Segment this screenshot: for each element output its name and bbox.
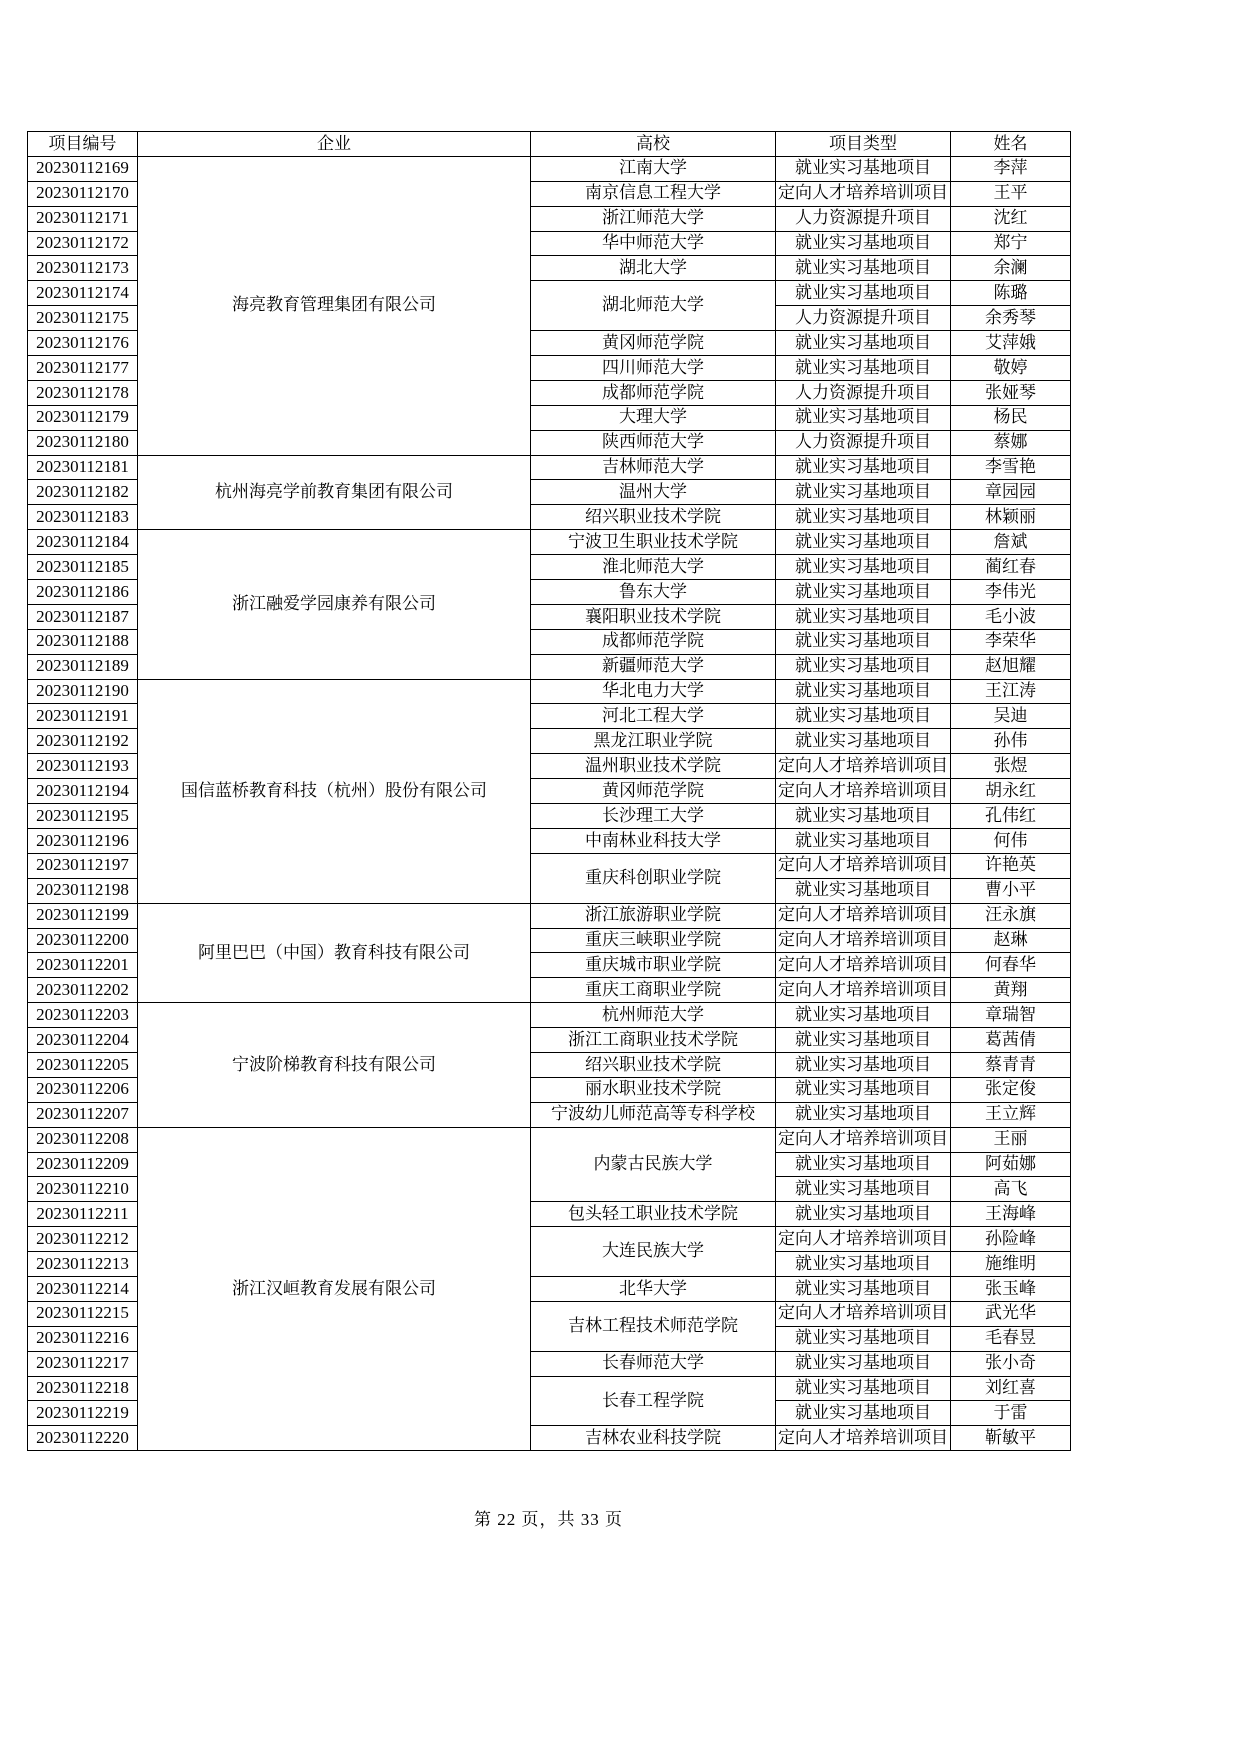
company-cell: 海亮教育管理集团有限公司 bbox=[138, 156, 531, 455]
project-type-cell: 定向人才培养培训项目 bbox=[776, 928, 951, 953]
university-cell: 陕西师范大学 bbox=[531, 430, 776, 455]
project-id-cell: 20230112193 bbox=[28, 754, 138, 779]
project-type-cell: 就业实习基地项目 bbox=[776, 331, 951, 356]
university-cell: 襄阳职业技术学院 bbox=[531, 604, 776, 629]
university-cell: 华中师范大学 bbox=[531, 231, 776, 256]
project-type-cell: 人力资源提升项目 bbox=[776, 306, 951, 331]
project-id-cell: 20230112181 bbox=[28, 455, 138, 480]
person-name-cell: 孙险峰 bbox=[951, 1227, 1071, 1252]
university-cell: 华北电力大学 bbox=[531, 679, 776, 704]
project-id-cell: 20230112170 bbox=[28, 181, 138, 206]
project-table-body bbox=[28, 156, 1071, 1450]
project-id-cell: 20230112218 bbox=[28, 1376, 138, 1401]
project-type-cell: 就业实习基地项目 bbox=[776, 1003, 951, 1028]
person-name-cell: 张煜 bbox=[951, 754, 1071, 779]
header-project-type: 项目类型 bbox=[776, 132, 951, 157]
person-name-cell: 胡永红 bbox=[951, 779, 1071, 804]
university-cell: 北华大学 bbox=[531, 1276, 776, 1301]
project-id-cell: 20230112210 bbox=[28, 1177, 138, 1202]
person-name-cell: 敬婷 bbox=[951, 356, 1071, 381]
project-type-cell: 就业实习基地项目 bbox=[776, 231, 951, 256]
university-cell: 长春师范大学 bbox=[531, 1351, 776, 1376]
university-cell: 温州大学 bbox=[531, 480, 776, 505]
person-name-cell: 阿茹娜 bbox=[951, 1152, 1071, 1177]
university-cell: 长春工程学院 bbox=[531, 1376, 776, 1426]
university-cell: 成都师范学院 bbox=[531, 380, 776, 405]
university-cell: 宁波卫生职业技术学院 bbox=[531, 530, 776, 555]
project-id-cell: 20230112186 bbox=[28, 580, 138, 605]
project-id-cell: 20230112177 bbox=[28, 356, 138, 381]
person-name-cell: 章瑞智 bbox=[951, 1003, 1071, 1028]
university-cell: 宁波幼儿师范高等专科学校 bbox=[531, 1102, 776, 1127]
header-company: 企业 bbox=[138, 132, 531, 157]
project-id-cell: 20230112185 bbox=[28, 555, 138, 580]
project-id-cell: 20230112205 bbox=[28, 1052, 138, 1077]
university-cell: 重庆科创职业学院 bbox=[531, 853, 776, 903]
project-type-cell: 定向人才培养培训项目 bbox=[776, 1301, 951, 1326]
person-name-cell: 赵旭耀 bbox=[951, 654, 1071, 679]
university-cell: 温州职业技术学院 bbox=[531, 754, 776, 779]
university-cell: 吉林师范大学 bbox=[531, 455, 776, 480]
project-type-cell: 定向人才培养培训项目 bbox=[776, 1127, 951, 1152]
project-id-cell: 20230112194 bbox=[28, 779, 138, 804]
project-id-cell: 20230112179 bbox=[28, 405, 138, 430]
header-project-id: 项目编号 bbox=[28, 132, 138, 157]
project-type-cell: 就业实习基地项目 bbox=[776, 281, 951, 306]
project-type-cell: 就业实习基地项目 bbox=[776, 530, 951, 555]
person-name-cell: 孔伟红 bbox=[951, 804, 1071, 829]
project-type-cell: 就业实习基地项目 bbox=[776, 505, 951, 530]
university-cell: 浙江师范大学 bbox=[531, 206, 776, 231]
project-id-cell: 20230112214 bbox=[28, 1276, 138, 1301]
person-name-cell: 李雪艳 bbox=[951, 455, 1071, 480]
university-cell: 黑龙江职业学院 bbox=[531, 729, 776, 754]
person-name-cell: 王立辉 bbox=[951, 1102, 1071, 1127]
university-cell: 包头轻工职业技术学院 bbox=[531, 1202, 776, 1227]
project-type-cell: 就业实习基地项目 bbox=[776, 1252, 951, 1277]
university-cell: 四川师范大学 bbox=[531, 356, 776, 381]
person-name-cell: 刘红喜 bbox=[951, 1376, 1071, 1401]
university-cell: 丽水职业技术学院 bbox=[531, 1077, 776, 1102]
project-id-cell: 20230112208 bbox=[28, 1127, 138, 1152]
project-table bbox=[27, 131, 1071, 1451]
university-cell: 长沙理工大学 bbox=[531, 804, 776, 829]
project-type-cell: 就业实习基地项目 bbox=[776, 1401, 951, 1426]
person-name-cell: 高飞 bbox=[951, 1177, 1071, 1202]
project-id-cell: 20230112216 bbox=[28, 1326, 138, 1351]
project-type-cell: 就业实习基地项目 bbox=[776, 1102, 951, 1127]
project-id-cell: 20230112206 bbox=[28, 1077, 138, 1102]
project-type-cell: 定向人才培养培训项目 bbox=[776, 1426, 951, 1451]
project-id-cell: 20230112209 bbox=[28, 1152, 138, 1177]
page-footer: 第 22 页，共 33 页 bbox=[474, 1510, 623, 1529]
person-name-cell: 王平 bbox=[951, 181, 1071, 206]
project-id-cell: 20230112190 bbox=[28, 679, 138, 704]
person-name-cell: 葛茜倩 bbox=[951, 1028, 1071, 1053]
company-cell: 杭州海亮学前教育集团有限公司 bbox=[138, 455, 531, 530]
table-row bbox=[28, 530, 1071, 555]
project-type-cell: 就业实习基地项目 bbox=[776, 1326, 951, 1351]
project-id-cell: 20230112184 bbox=[28, 530, 138, 555]
person-name-cell: 张定俊 bbox=[951, 1077, 1071, 1102]
company-cell: 宁波阶梯教育科技有限公司 bbox=[138, 1003, 531, 1127]
person-name-cell: 杨民 bbox=[951, 405, 1071, 430]
university-cell: 中南林业科技大学 bbox=[531, 828, 776, 853]
person-name-cell: 艾萍娥 bbox=[951, 331, 1071, 356]
project-type-cell: 就业实习基地项目 bbox=[776, 1202, 951, 1227]
project-id-cell: 20230112191 bbox=[28, 704, 138, 729]
project-id-cell: 20230112178 bbox=[28, 380, 138, 405]
project-type-cell: 就业实习基地项目 bbox=[776, 1052, 951, 1077]
project-type-cell: 就业实习基地项目 bbox=[776, 1152, 951, 1177]
university-cell: 成都师范学院 bbox=[531, 629, 776, 654]
university-cell: 湖北师范大学 bbox=[531, 281, 776, 331]
project-type-cell: 就业实习基地项目 bbox=[776, 878, 951, 903]
project-type-cell: 定向人才培养培训项目 bbox=[776, 181, 951, 206]
table-row bbox=[28, 903, 1071, 928]
person-name-cell: 蔡娜 bbox=[951, 430, 1071, 455]
person-name-cell: 武光华 bbox=[951, 1301, 1071, 1326]
project-type-cell: 就业实习基地项目 bbox=[776, 729, 951, 754]
project-type-cell: 人力资源提升项目 bbox=[776, 206, 951, 231]
person-name-cell: 于雷 bbox=[951, 1401, 1071, 1426]
university-cell: 新疆师范大学 bbox=[531, 654, 776, 679]
university-cell: 吉林工程技术师范学院 bbox=[531, 1301, 776, 1351]
project-type-cell: 人力资源提升项目 bbox=[776, 430, 951, 455]
project-type-cell: 人力资源提升项目 bbox=[776, 380, 951, 405]
university-cell: 绍兴职业技术学院 bbox=[531, 1052, 776, 1077]
university-cell: 杭州师范大学 bbox=[531, 1003, 776, 1028]
person-name-cell: 曹小平 bbox=[951, 878, 1071, 903]
person-name-cell: 余秀琴 bbox=[951, 306, 1071, 331]
project-id-cell: 20230112204 bbox=[28, 1028, 138, 1053]
person-name-cell: 林颖丽 bbox=[951, 505, 1071, 530]
university-cell: 南京信息工程大学 bbox=[531, 181, 776, 206]
project-id-cell: 20230112174 bbox=[28, 281, 138, 306]
person-name-cell: 李荣华 bbox=[951, 629, 1071, 654]
header-university: 高校 bbox=[531, 132, 776, 157]
project-type-cell: 就业实习基地项目 bbox=[776, 828, 951, 853]
project-type-cell: 定向人才培养培训项目 bbox=[776, 953, 951, 978]
project-id-cell: 20230112182 bbox=[28, 480, 138, 505]
project-id-cell: 20230112198 bbox=[28, 878, 138, 903]
university-cell: 黄冈师范学院 bbox=[531, 331, 776, 356]
project-id-cell: 20230112200 bbox=[28, 928, 138, 953]
project-type-cell: 就业实习基地项目 bbox=[776, 604, 951, 629]
table-row bbox=[28, 679, 1071, 704]
university-cell: 绍兴职业技术学院 bbox=[531, 505, 776, 530]
university-cell: 河北工程大学 bbox=[531, 704, 776, 729]
person-name-cell: 施维明 bbox=[951, 1252, 1071, 1277]
project-id-cell: 20230112173 bbox=[28, 256, 138, 281]
person-name-cell: 蔡青青 bbox=[951, 1052, 1071, 1077]
project-type-cell: 就业实习基地项目 bbox=[776, 679, 951, 704]
university-cell: 重庆工商职业学院 bbox=[531, 978, 776, 1003]
project-id-cell: 20230112169 bbox=[28, 156, 138, 181]
company-cell: 浙江融爱学园康养有限公司 bbox=[138, 530, 531, 679]
university-cell: 浙江旅游职业学院 bbox=[531, 903, 776, 928]
person-name-cell: 吴迪 bbox=[951, 704, 1071, 729]
project-type-cell: 就业实习基地项目 bbox=[776, 156, 951, 181]
project-id-cell: 20230112172 bbox=[28, 231, 138, 256]
person-name-cell: 何春华 bbox=[951, 953, 1071, 978]
person-name-cell: 陈璐 bbox=[951, 281, 1071, 306]
project-id-cell: 20230112192 bbox=[28, 729, 138, 754]
person-name-cell: 王海峰 bbox=[951, 1202, 1071, 1227]
person-name-cell: 蔺红春 bbox=[951, 555, 1071, 580]
person-name-cell: 章园园 bbox=[951, 480, 1071, 505]
project-type-cell: 就业实习基地项目 bbox=[776, 580, 951, 605]
project-type-cell: 定向人才培养培训项目 bbox=[776, 853, 951, 878]
person-name-cell: 詹斌 bbox=[951, 530, 1071, 555]
project-id-cell: 20230112213 bbox=[28, 1252, 138, 1277]
project-type-cell: 定向人才培养培训项目 bbox=[776, 903, 951, 928]
project-type-cell: 就业实习基地项目 bbox=[776, 1351, 951, 1376]
project-type-cell: 就业实习基地项目 bbox=[776, 405, 951, 430]
project-id-cell: 20230112196 bbox=[28, 828, 138, 853]
project-type-cell: 就业实习基地项目 bbox=[776, 1276, 951, 1301]
project-id-cell: 20230112219 bbox=[28, 1401, 138, 1426]
person-name-cell: 张玉峰 bbox=[951, 1276, 1071, 1301]
project-id-cell: 20230112188 bbox=[28, 629, 138, 654]
person-name-cell: 李萍 bbox=[951, 156, 1071, 181]
person-name-cell: 黄翔 bbox=[951, 978, 1071, 1003]
university-cell: 黄冈师范学院 bbox=[531, 779, 776, 804]
person-name-cell: 何伟 bbox=[951, 828, 1071, 853]
person-name-cell: 王丽 bbox=[951, 1127, 1071, 1152]
project-id-cell: 20230112187 bbox=[28, 604, 138, 629]
company-cell: 浙江汉峘教育发展有限公司 bbox=[138, 1127, 531, 1451]
project-id-cell: 20230112197 bbox=[28, 853, 138, 878]
table-row bbox=[28, 455, 1071, 480]
project-id-cell: 20230112207 bbox=[28, 1102, 138, 1127]
person-name-cell: 许艳英 bbox=[951, 853, 1071, 878]
project-id-cell: 20230112220 bbox=[28, 1426, 138, 1451]
project-id-cell: 20230112201 bbox=[28, 953, 138, 978]
university-cell: 内蒙古民族大学 bbox=[531, 1127, 776, 1202]
project-type-cell: 就业实习基地项目 bbox=[776, 480, 951, 505]
person-name-cell: 靳敏平 bbox=[951, 1426, 1071, 1451]
table-header-row bbox=[28, 132, 1071, 157]
person-name-cell: 张小奇 bbox=[951, 1351, 1071, 1376]
project-id-cell: 20230112202 bbox=[28, 978, 138, 1003]
university-cell: 吉林农业科技学院 bbox=[531, 1426, 776, 1451]
project-type-cell: 定向人才培养培训项目 bbox=[776, 1227, 951, 1252]
project-type-cell: 定向人才培养培训项目 bbox=[776, 978, 951, 1003]
project-type-cell: 就业实习基地项目 bbox=[776, 256, 951, 281]
person-name-cell: 王江涛 bbox=[951, 679, 1071, 704]
project-type-cell: 就业实习基地项目 bbox=[776, 629, 951, 654]
project-type-cell: 就业实习基地项目 bbox=[776, 356, 951, 381]
project-id-cell: 20230112217 bbox=[28, 1351, 138, 1376]
project-type-cell: 就业实习基地项目 bbox=[776, 1028, 951, 1053]
person-name-cell: 毛小波 bbox=[951, 604, 1071, 629]
project-id-cell: 20230112211 bbox=[28, 1202, 138, 1227]
project-type-cell: 就业实习基地项目 bbox=[776, 455, 951, 480]
project-id-cell: 20230112199 bbox=[28, 903, 138, 928]
project-id-cell: 20230112195 bbox=[28, 804, 138, 829]
company-cell: 国信蓝桥教育科技（杭州）股份有限公司 bbox=[138, 679, 531, 903]
project-id-cell: 20230112212 bbox=[28, 1227, 138, 1252]
person-name-cell: 毛春昱 bbox=[951, 1326, 1071, 1351]
person-name-cell: 李伟光 bbox=[951, 580, 1071, 605]
university-cell: 重庆城市职业学院 bbox=[531, 953, 776, 978]
project-type-cell: 就业实习基地项目 bbox=[776, 1077, 951, 1102]
person-name-cell: 汪永旗 bbox=[951, 903, 1071, 928]
table-row bbox=[28, 156, 1071, 181]
university-cell: 重庆三峡职业学院 bbox=[531, 928, 776, 953]
person-name-cell: 沈红 bbox=[951, 206, 1071, 231]
person-name-cell: 张娅琴 bbox=[951, 380, 1071, 405]
header-name: 姓名 bbox=[951, 132, 1071, 157]
project-type-cell: 就业实习基地项目 bbox=[776, 555, 951, 580]
university-cell: 大理大学 bbox=[531, 405, 776, 430]
table-row bbox=[28, 1127, 1071, 1152]
project-id-cell: 20230112215 bbox=[28, 1301, 138, 1326]
project-type-cell: 就业实习基地项目 bbox=[776, 1177, 951, 1202]
project-type-cell: 就业实习基地项目 bbox=[776, 804, 951, 829]
project-id-cell: 20230112203 bbox=[28, 1003, 138, 1028]
project-type-cell: 定向人才培养培训项目 bbox=[776, 779, 951, 804]
project-id-cell: 20230112175 bbox=[28, 306, 138, 331]
person-name-cell: 余澜 bbox=[951, 256, 1071, 281]
person-name-cell: 孙伟 bbox=[951, 729, 1071, 754]
university-cell: 浙江工商职业技术学院 bbox=[531, 1028, 776, 1053]
project-id-cell: 20230112176 bbox=[28, 331, 138, 356]
project-id-cell: 20230112171 bbox=[28, 206, 138, 231]
university-cell: 鲁东大学 bbox=[531, 580, 776, 605]
project-id-cell: 20230112189 bbox=[28, 654, 138, 679]
project-type-cell: 定向人才培养培训项目 bbox=[776, 754, 951, 779]
university-cell: 淮北师范大学 bbox=[531, 555, 776, 580]
person-name-cell: 赵琳 bbox=[951, 928, 1071, 953]
university-cell: 江南大学 bbox=[531, 156, 776, 181]
project-id-cell: 20230112183 bbox=[28, 505, 138, 530]
table-row bbox=[28, 1003, 1071, 1028]
project-type-cell: 就业实习基地项目 bbox=[776, 1376, 951, 1401]
project-type-cell: 就业实习基地项目 bbox=[776, 704, 951, 729]
project-id-cell: 20230112180 bbox=[28, 430, 138, 455]
university-cell: 湖北大学 bbox=[531, 256, 776, 281]
project-type-cell: 就业实习基地项目 bbox=[776, 654, 951, 679]
person-name-cell: 郑宁 bbox=[951, 231, 1071, 256]
company-cell: 阿里巴巴（中国）教育科技有限公司 bbox=[138, 903, 531, 1003]
university-cell: 大连民族大学 bbox=[531, 1227, 776, 1277]
